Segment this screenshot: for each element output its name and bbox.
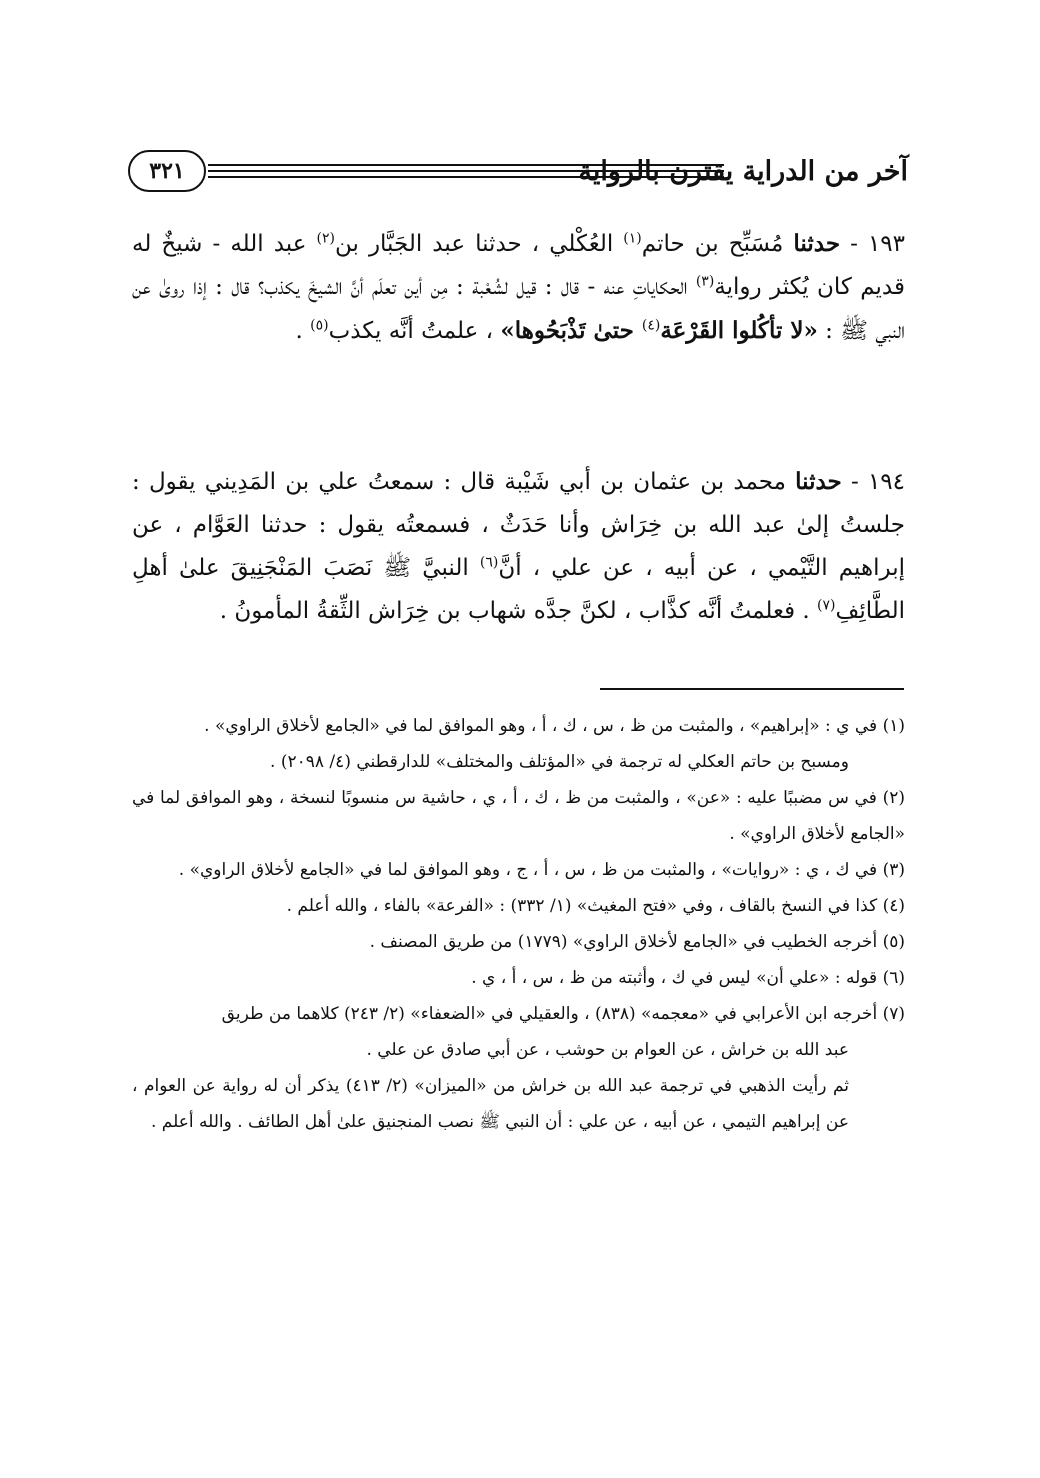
footnote-ref[interactable]: (٤) xyxy=(641,317,661,334)
footnote-number: (١) xyxy=(882,716,905,736)
footnote-text: قوله : «علي أن» ليس في ك ، وأثبته من ظ ، س ، أ ، ي . xyxy=(471,968,878,988)
hadith-text: العُكْلي ، حدثنا عبد الجَبَّار بن xyxy=(334,231,624,257)
footnote-5 xyxy=(132,924,905,960)
footnote-3 xyxy=(132,852,905,888)
footnote-number: (٣) xyxy=(882,860,905,880)
footnote-number: (٢) xyxy=(882,788,905,808)
hadith-text: مُسَبِّح بن حاتم xyxy=(641,231,794,257)
footnote-text: كذا في النسخ بالقاف ، وفي «فتح المغيث» (١/ ٣٣٢) : «الفرعة» بالفاء ، والله أعلم . xyxy=(286,896,878,916)
footnote-ref[interactable]: (٦) xyxy=(479,554,499,571)
hadith-text: عبد الله - شيخٌ له قديم كان يُكثر رواية xyxy=(132,231,905,300)
hadith-text: محمد بن عثمان بن أبي شَيْبة قال : سمعتُ علي بن المَدِيني يقول : جلستُ إلىٰ عبد الله بن خِرَاش وأنا حَدَثٌ ، فسمعتُه يقول : حدثنا العَوَّام ، عن إبراهيم التَّيْمي ، عن أبيه ، عن علي ، أنَّ xyxy=(132,469,905,581)
hadith-text: . فعلمتُ أنَّه كذَّاب ، لكنَّ جدَّه شهاب بن خِرَاش الثِّقةُ المأمونُ . xyxy=(219,598,818,624)
hadith-lead: حدثنا xyxy=(795,468,842,495)
footnote-number: (٧) xyxy=(882,1004,905,1024)
prophetic-quote: حتىٰ تَذْبَحُوها» xyxy=(500,317,642,344)
footnote-text: أخرجه الخطيب في «الجامع لأخلاق الراوي» (١٧٧٩) من طريق المصنف . xyxy=(369,932,878,952)
hadith-lead: حدثنا xyxy=(793,230,841,257)
footnote-number: (٤) xyxy=(882,896,905,916)
footnote-text: أخرجه ابن الأعرابي في «معجمه» (٨٣٨) ، والعقيلي في «الضعفاء» (٢/ ٢٤٣) كلاهما من طريق xyxy=(221,1004,878,1024)
hadith-text: ، علمتُ أنَّه يكذب xyxy=(328,318,501,344)
footnote-ref[interactable]: (١) xyxy=(623,230,642,247)
hadith-text: . xyxy=(295,318,311,344)
footnotes xyxy=(132,708,905,1140)
hadith-text: الحكاياتِ عنه - قال : قيل لشُعْبة : مِن أين تعلَم أنَّ الشيخَ يكذب؟ قال : إذا روىٰ عن النبي ﷺ : xyxy=(132,274,905,344)
running-title: آخر من الدراية يقترن بالرواية xyxy=(578,155,908,187)
hadith-number: ١٩٣ - xyxy=(850,231,905,257)
footnote-separator xyxy=(600,688,904,690)
footnote-7 xyxy=(132,996,905,1140)
footnote-ref[interactable]: (٧) xyxy=(817,597,836,614)
footnote-ref[interactable]: (٢) xyxy=(316,230,335,247)
hadith-text: النبيَّ ﷺ نَصَبَ المَنْجَنِيقَ علىٰ أهلِ الطَّائِفِ xyxy=(132,555,905,624)
page-header xyxy=(128,150,908,198)
footnote-ref[interactable]: (٣) xyxy=(695,273,715,290)
footnote-1 xyxy=(132,708,905,780)
page-number: ٣٢١ xyxy=(128,150,206,192)
footnote-number: (٥) xyxy=(882,932,905,952)
footnote-6 xyxy=(132,960,905,996)
prophetic-quote: «لا تأكُلوا القَرْعَة xyxy=(660,317,818,344)
footnote-text: في س مضببًا عليه : «عن» ، والمثبت من ظ ، ك ، أ ، ي ، حاشية س منسوبًا لنسخة ، وهو الموافق لما في «الجامع لأخلاق الراوي» . xyxy=(132,788,905,844)
footnote-continuation: ومسبح بن حاتم العكلي له ترجمة في «المؤتلف والمختلف» للدارقطني (٤/ ٢٠٩٨) . xyxy=(270,752,849,772)
footnote-continuation: عبد الله بن خراش ، عن العوام بن حوشب ، عن أبي صادق عن علي . xyxy=(366,1040,849,1060)
footnote-4 xyxy=(132,888,905,924)
hadith-193 xyxy=(132,222,905,353)
footnote-ref[interactable]: (٥) xyxy=(310,317,329,334)
footnote-text: في ي : «إبراهيم» ، والمثبت من ظ ، س ، ك ، أ ، وهو الموافق لما في «الجامع لأخلاق الراوي» . xyxy=(204,716,878,736)
hadith-number: ١٩٤ - xyxy=(850,469,905,495)
footnote-text: في ك ، ي : «روايات» ، والمثبت من ظ ، س ، أ ، ج ، وهو الموافق لما في «الجامع لأخلاق الراوي» . xyxy=(178,860,878,880)
footnote-number: (٦) xyxy=(882,968,905,988)
footnote-2 xyxy=(132,780,905,852)
hadith-194 xyxy=(132,460,905,633)
footnote-continuation: ثم رأيت الذهبي في ترجمة عبد الله بن خراش من «الميزان» (٢/ ٤١٣) يذكر أن له رواية عن العوام ، عن إبراهيم التيمي ، عن أبيه ، عن علي : أن النبي ﷺ نصب المنجنيق علىٰ أهل الطائف . والله أعلم . xyxy=(132,1076,849,1132)
